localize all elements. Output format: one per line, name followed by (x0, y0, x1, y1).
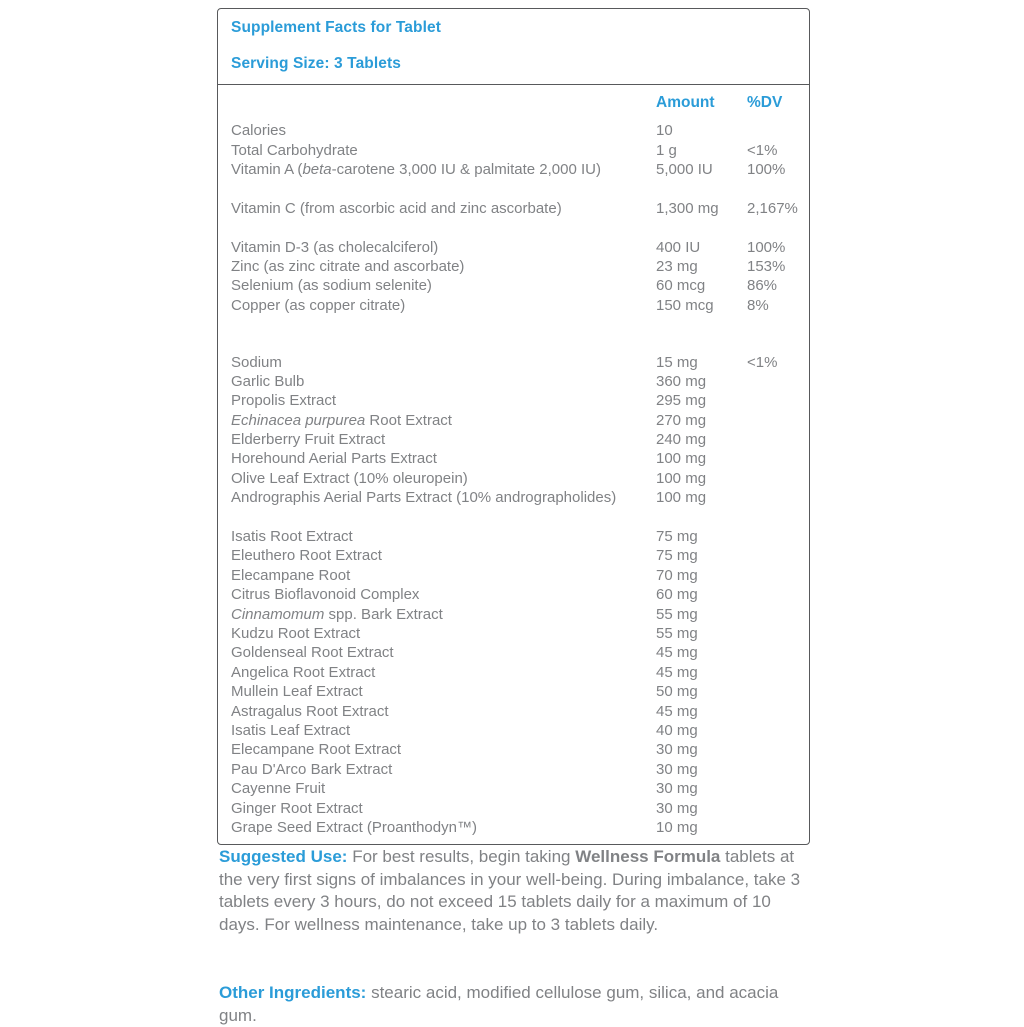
nutrient-amount: 1,300 mg (656, 199, 719, 217)
nutrient-amount: 100 mg (656, 489, 707, 507)
table-row (218, 643, 809, 662)
nutrient-amount: 45 mg (656, 663, 698, 681)
nutrient-name: Copper (as copper citrate) (231, 296, 406, 314)
nutrient-amount: 30 mg (656, 741, 698, 759)
nutrient-amount: 75 mg (656, 547, 698, 565)
table-row (218, 799, 809, 818)
table-row (218, 372, 809, 391)
nutrient-name: Cinnamomum spp. Bark Extract (231, 605, 443, 623)
nutrient-daily-value: 100% (747, 238, 786, 256)
table-row (218, 141, 809, 160)
nutrient-name: Sodium (231, 353, 282, 371)
table-row (218, 779, 809, 798)
suggested-use-text-before: For best results, begin taking (347, 847, 576, 866)
nutrient-amount: 60 mcg (656, 277, 706, 295)
supplement-facts-panel (217, 8, 810, 845)
nutrient-amount: 70 mg (656, 566, 698, 584)
table-row (218, 160, 809, 199)
table-row (218, 740, 809, 759)
nutrient-name: Elecampane Root Extract (231, 741, 402, 759)
table-row (218, 682, 809, 701)
column-headers (218, 85, 809, 115)
table-row (218, 585, 809, 604)
nutrient-name: Vitamin A (beta-carotene 3,000 IU & palmitate 2,000 IU) (231, 160, 601, 178)
nutrient-amount: 400 IU (656, 238, 701, 256)
nutrient-name: Zinc (as zinc citrate and ascorbate) (231, 257, 465, 275)
table-row (218, 276, 809, 295)
nutrient-amount: 55 mg (656, 625, 698, 643)
table-row (218, 566, 809, 585)
serving-size: Serving Size: 3 Tablets (231, 54, 401, 72)
column-header-dv: %DV (747, 94, 783, 112)
table-row (218, 721, 809, 740)
nutrient-amount: 30 mg (656, 760, 698, 778)
nutrient-name: Garlic Bulb (231, 372, 305, 390)
nutrient-name: Elderberry Fruit Extract (231, 431, 386, 449)
other-ingredients-paragraph (219, 982, 809, 1027)
table-row (218, 296, 809, 335)
table-row (218, 546, 809, 565)
nutrient-name: Vitamin D-3 (as cholecalciferol) (231, 238, 439, 256)
nutrient-name: Angelica Root Extract (231, 663, 376, 681)
nutrient-daily-value: 8% (747, 296, 769, 314)
table-row (218, 391, 809, 410)
suggested-use-text-after: tablets at the very first signs of imbalances in your well-being. During imbalance, take 3 tablets every 3 hours, do not exceed 15 tablets daily for a maximum of 10 days. For wellness maintenance, take up to 3 tablets daily. (219, 847, 801, 934)
nutrient-name: Echinacea purpurea Root Extract (231, 411, 452, 429)
nutrient-name: Horehound Aerial Parts Extract (231, 450, 437, 468)
nutrient-daily-value: 86% (747, 277, 778, 295)
table-row (218, 527, 809, 546)
nutrient-name: Olive Leaf Extract (10% oleuropein) (231, 469, 468, 487)
nutrient-name: Pau D'Arco Bark Extract (231, 760, 393, 778)
nutrient-amount: 45 mg (656, 644, 698, 662)
table-row (218, 488, 809, 527)
table-row (218, 238, 809, 257)
nutrient-name: Astragalus Root Extract (231, 702, 389, 720)
table-row (218, 411, 809, 430)
nutrient-amount: 60 mg (656, 586, 698, 604)
brand-name: Wellness Formula (575, 847, 721, 866)
nutrient-daily-value: 100% (747, 160, 786, 178)
nutrient-amount: 360 mg (656, 372, 707, 390)
nutrient-amount: 50 mg (656, 683, 698, 701)
table-row (218, 663, 809, 682)
nutrient-amount: 55 mg (656, 605, 698, 623)
nutrient-amount: 100 mg (656, 469, 707, 487)
nutrient-amount: 15 mg (656, 353, 698, 371)
nutrient-name: Citrus Bioflavonoid Complex (231, 586, 420, 604)
facts-header (218, 9, 809, 84)
nutrient-name: Propolis Extract (231, 392, 337, 410)
nutrient-amount: 240 mg (656, 431, 707, 449)
nutrient-name: Calories (231, 122, 287, 140)
nutrient-name: Mullein Leaf Extract (231, 683, 363, 701)
panel-title: Supplement Facts for Tablet (231, 19, 441, 36)
table-row (218, 818, 809, 837)
other-ingredients-label: Other Ingredients: (219, 983, 367, 1002)
nutrient-daily-value: 153% (747, 257, 786, 275)
nutrient-daily-value: <1% (747, 353, 778, 371)
nutrient-amount: 150 mcg (656, 296, 714, 314)
nutrient-name: Total Carbohydrate (231, 141, 358, 159)
nutrient-name: Andrographis Aerial Parts Extract (10% andrographolides) (231, 489, 617, 507)
nutrient-amount: 10 mg (656, 818, 698, 836)
nutrient-name: Selenium (as sodium selenite) (231, 277, 432, 295)
nutrient-amount: 10 (656, 122, 673, 140)
suggested-use-label: Suggested Use: (219, 847, 348, 866)
table-row (218, 605, 809, 624)
nutrient-name: Cayenne Fruit (231, 780, 326, 798)
table-row (218, 430, 809, 449)
nutrient-amount: 30 mg (656, 799, 698, 817)
table-row (218, 702, 809, 721)
nutrient-amount: 75 mg (656, 528, 698, 546)
nutrient-name: Isatis Root Extract (231, 528, 353, 546)
nutrient-rows (218, 115, 809, 844)
table-row (218, 121, 809, 140)
nutrient-amount: 40 mg (656, 721, 698, 739)
table-row (218, 469, 809, 488)
nutrient-amount: 23 mg (656, 257, 698, 275)
nutrient-amount: 270 mg (656, 411, 707, 429)
nutrient-name: Isatis Leaf Extract (231, 721, 351, 739)
table-row (218, 199, 809, 238)
nutrient-amount: 295 mg (656, 392, 707, 410)
nutrient-amount: 1 g (656, 141, 677, 159)
column-header-amount: Amount (656, 94, 715, 112)
nutrient-amount: 45 mg (656, 702, 698, 720)
table-row (218, 257, 809, 276)
nutrient-amount: 5,000 IU (656, 160, 713, 178)
nutrient-name: Goldenseal Root Extract (231, 644, 394, 662)
nutrient-daily-value: <1% (747, 141, 778, 159)
table-row (218, 449, 809, 468)
nutrient-name: Kudzu Root Extract (231, 625, 361, 643)
nutrient-name: Grape Seed Extract (Proanthodyn™) (231, 818, 477, 836)
nutrient-name: Elecampane Root (231, 566, 351, 584)
table-row (218, 353, 809, 372)
nutrient-name: Eleuthero Root Extract (231, 547, 382, 565)
nutrient-amount: 30 mg (656, 780, 698, 798)
nutrient-name: Ginger Root Extract (231, 799, 363, 817)
nutrient-amount: 100 mg (656, 450, 707, 468)
table-row (218, 624, 809, 643)
nutrient-daily-value: 2,167% (747, 199, 798, 217)
table-row (218, 760, 809, 779)
other-ingredients-text: stearic acid, modified cellulose gum, silica, and acacia gum. (219, 983, 779, 1025)
suggested-use-paragraph (219, 846, 809, 936)
nutrient-name: Vitamin C (from ascorbic acid and zinc ascorbate) (231, 199, 562, 217)
